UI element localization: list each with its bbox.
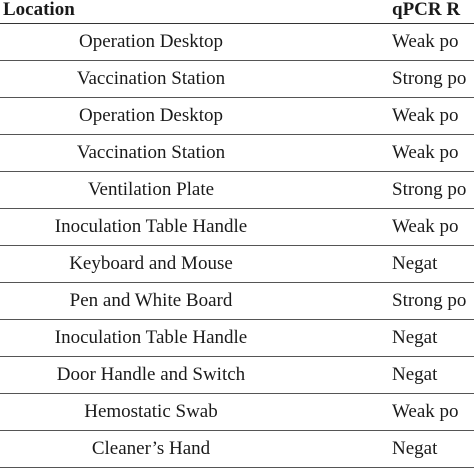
result-cell: Negat [302,319,474,356]
location-cell: Pen and White Board [0,282,302,319]
result-cell: Weak po [302,23,474,60]
location-header: Location [0,0,302,23]
location-cell: Cleaner’s Hand [0,430,302,467]
result-cell: Strong po [302,171,474,208]
table-row [0,393,474,430]
location-cell: Hemostatic Swab [0,393,302,430]
table-header-row [0,0,474,23]
table-row [0,60,474,97]
qpcr-result-header: qPCR R [302,0,474,23]
result-cell: Weak po [302,97,474,134]
location-cell: Inoculation Table Handle [0,319,302,356]
result-cell: Weak po [302,393,474,430]
table-row [0,23,474,60]
location-cell: Inoculation Table Handle [0,208,302,245]
result-cell: Negat [302,430,474,467]
location-cell: Vaccination Station [0,134,302,171]
location-cell: Operation Desktop [0,23,302,60]
location-cell: Keyboard and Mouse [0,245,302,282]
result-cell: Weak po [302,208,474,245]
table-row [0,282,474,319]
location-cell: Door Handle and Switch [0,356,302,393]
location-cell: Ventilation Plate [0,171,302,208]
table-row [0,430,474,467]
table-row [0,171,474,208]
result-cell: Weak po [302,134,474,171]
table-row [0,134,474,171]
table-row [0,245,474,282]
table-row [0,97,474,134]
result-cell: Negat [302,356,474,393]
table-row [0,208,474,245]
result-cell: Negat [302,245,474,282]
table-row [0,356,474,393]
location-cell: Operation Desktop [0,97,302,134]
table-row [0,319,474,356]
result-cell: Strong po [302,282,474,319]
result-cell: Strong po [302,60,474,97]
location-cell: Vaccination Station [0,60,302,97]
